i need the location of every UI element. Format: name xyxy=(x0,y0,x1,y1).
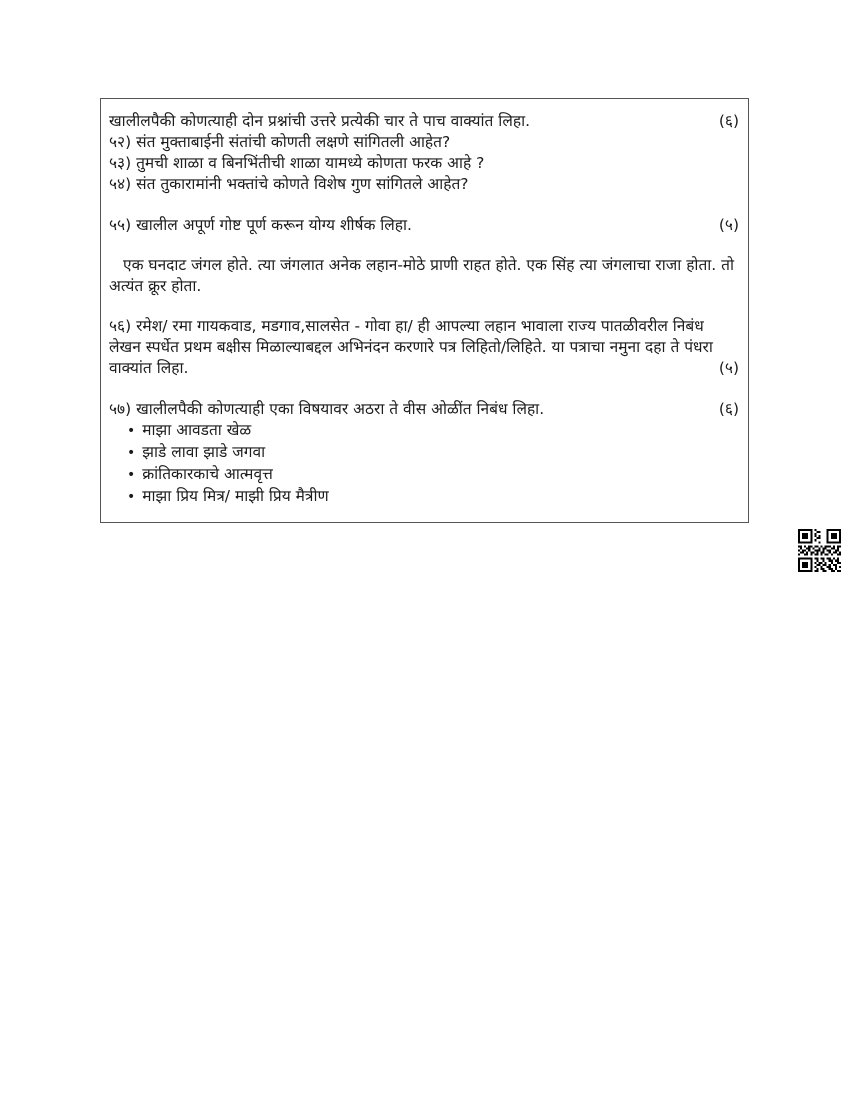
essay-topic xyxy=(127,442,739,464)
essay-topic-list xyxy=(109,420,739,508)
essay-topic-label: माझा आवडता खेळ xyxy=(142,421,252,439)
essay-topic xyxy=(127,464,739,486)
section-instruction-row xyxy=(109,111,739,132)
essay-topic-label: क्रांतिकारकाचे आत्मवृत्त xyxy=(142,465,273,483)
section-marks: (६) xyxy=(718,112,739,130)
essay-topic xyxy=(127,420,739,442)
question-paper-box xyxy=(100,98,749,523)
question-56: ५६) रमेश/ रमा गायकवाड, मडगाव,सालसेत - गोवा हा/ ही आपल्या लहान भावाला राज्य पातळीवरील निबंध लेखन स्पर्धेत प्रथम बक्षीस मिळाल्याबद्दल अभिनंदन करणारे पत्र लिहितो/लिहिते. या पत्राचा नमुना दहा ते पंधरा वाक्यांत लिहा. xyxy=(109,317,713,377)
question-57: ५७) खालीलपैकी कोणत्याही एका विषयावर अठरा ते वीस ओळींत निबंध लिहा. xyxy=(109,400,545,418)
question-55: ५५) खालील अपूर्ण गोष्ट पूर्ण करून योग्य शीर्षक लिहा. xyxy=(109,216,412,234)
question-57-row xyxy=(109,399,739,420)
question-56-marks: (५) xyxy=(718,359,739,377)
question-57-marks: (६) xyxy=(718,400,739,418)
story-passage: एक घनदाट जंगल होते. त्या जंगलात अनेक लहान-मोठे प्राणी राहत होते. एक सिंह त्या जंगलाचा राजा होता. तो अत्यंत क्रूर होता. xyxy=(109,256,735,295)
question-53: ५३) तुमची शाळा व बिनभिंतीची शाळा यामध्ये कोणता फरक आहे ? xyxy=(109,154,485,172)
qr-code xyxy=(796,529,843,572)
essay-topic-label: माझा प्रिय मित्र/ माझी प्रिय मैत्रीण xyxy=(142,487,329,505)
question-55-row xyxy=(109,215,739,236)
question-55-marks: (५) xyxy=(718,216,739,234)
bullet-icon: • xyxy=(127,423,136,439)
bullet-icon: • xyxy=(127,489,136,505)
bullet-icon: • xyxy=(127,445,136,461)
bullet-icon: • xyxy=(127,467,136,483)
essay-topic-label: झाडे लावा झाडे जगवा xyxy=(142,443,266,461)
question-54: ५४) संत तुकारामांनी भक्तांचे कोणते विशेष गुण सांगितले आहेत? xyxy=(109,175,469,193)
question-52: ५२) संत मुक्ताबाईनी संतांची कोणती लक्षणे सांगितली आहेत? xyxy=(109,133,451,151)
essay-topic xyxy=(127,486,739,508)
question-56-block xyxy=(109,316,739,379)
section-instruction: खालीलपैकी कोणत्याही दोन प्रश्नांची उत्तरे प्रत्येकी चार ते पाच वाक्यांत लिहा. xyxy=(109,112,531,130)
